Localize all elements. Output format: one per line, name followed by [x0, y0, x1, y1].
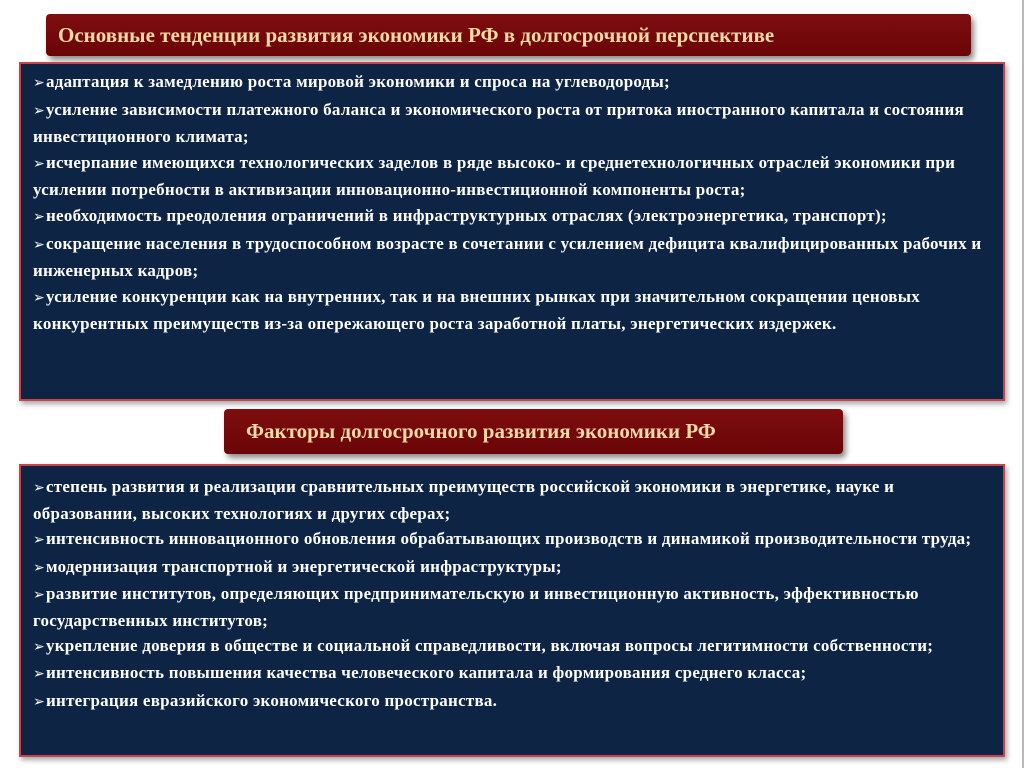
- list-item: [33, 231, 995, 284]
- list-item: [33, 526, 995, 553]
- section-title: Факторы долгосрочного развития экономики РФ: [246, 419, 716, 443]
- list-item-text: усиление конкуренции как на внутренних, так и на внешних рынках при значительном сокращении ценовых конкурентных преимуществ из-за опережающего роста заработной платы, энергетических издержек.: [33, 286, 920, 334]
- arrow-bullet-icon: ➢: [33, 639, 45, 656]
- subtitle-banner: [224, 409, 843, 454]
- arrow-bullet-icon: ➢: [33, 289, 45, 306]
- factors-panel: [19, 464, 1005, 757]
- arrow-bullet-icon: ➢: [33, 559, 45, 576]
- list-item-text: необходимость преодоления ограничений в инфраструктурных отраслях (электроэнергетика, транспорт);: [45, 205, 887, 225]
- list-item-text: степень развития и реализации сравнительных преимуществ российской экономики в энергетике, науке и образовании, высоких технологиях и других сферах;: [33, 477, 895, 524]
- list-item: [33, 284, 995, 337]
- title-banner: [46, 14, 971, 56]
- list-item-text: интеграция евразийского экономического пространства.: [45, 690, 498, 710]
- list-item-text: усиление зависимости платежного баланса и экономического роста от притока иностранного капитала и состояния инвестиционного климата;: [33, 99, 964, 147]
- list-item-text: исчерпание имеющихся технологических заделов в ряде высоко- и среднетехнологичных отраслей экономики при усилении потребности в активизации инновационно-инвестиционной компоненты роста;: [33, 152, 956, 200]
- list-item-text: модернизация транспортной и энергетической инфраструктуры;: [45, 556, 562, 576]
- trends-panel: [19, 62, 1005, 401]
- list-item-text: укрепление доверия в обществе и социальной справедливости, включая вопросы легитимности собственности;: [45, 636, 934, 656]
- list-item-text: адаптация к замедлению роста мировой экономики и спроса на углеводороды;: [45, 72, 670, 91]
- list-item-text: интенсивность инновационного обновления обрабатывающих производств и динамикой производительности труда;: [45, 529, 972, 549]
- list-item: [33, 633, 995, 660]
- factors-list: [33, 474, 995, 715]
- list-item: [33, 581, 995, 633]
- arrow-bullet-icon: ➢: [33, 75, 45, 91]
- arrow-bullet-icon: ➢: [33, 666, 45, 683]
- list-item: [33, 69, 995, 97]
- list-item-text: сокращение населения в трудоспособном возрасте в сочетании с усилением дефицита квалифицированных рабочих и инженерных кадров;: [33, 233, 982, 281]
- list-item-text: развитие институтов, определяющих предпринимательскую и инвестиционную активность, эффективностью государственных институтов;: [33, 583, 919, 631]
- list-item-text: интенсивность повышения качества человеческого капитала и формирования среднего класса;: [45, 663, 807, 683]
- arrow-bullet-icon: ➢: [33, 155, 45, 172]
- arrow-bullet-icon: ➢: [33, 586, 45, 603]
- arrow-bullet-icon: ➢: [33, 693, 45, 710]
- arrow-bullet-icon: ➢: [33, 480, 45, 496]
- list-item: [33, 150, 995, 203]
- list-item: [33, 660, 995, 687]
- list-item: [33, 554, 995, 581]
- list-item: [33, 97, 995, 150]
- arrow-bullet-icon: ➢: [33, 102, 45, 119]
- slide-title: Основные тенденции развития экономики РФ в долгосрочной перспективе: [58, 22, 775, 47]
- arrow-bullet-icon: ➢: [33, 532, 45, 549]
- arrow-bullet-icon: ➢: [33, 208, 45, 225]
- trends-list: [33, 69, 995, 337]
- list-item: [33, 203, 995, 231]
- arrow-bullet-icon: ➢: [33, 236, 45, 253]
- list-item: [33, 688, 995, 715]
- list-item: [33, 474, 995, 526]
